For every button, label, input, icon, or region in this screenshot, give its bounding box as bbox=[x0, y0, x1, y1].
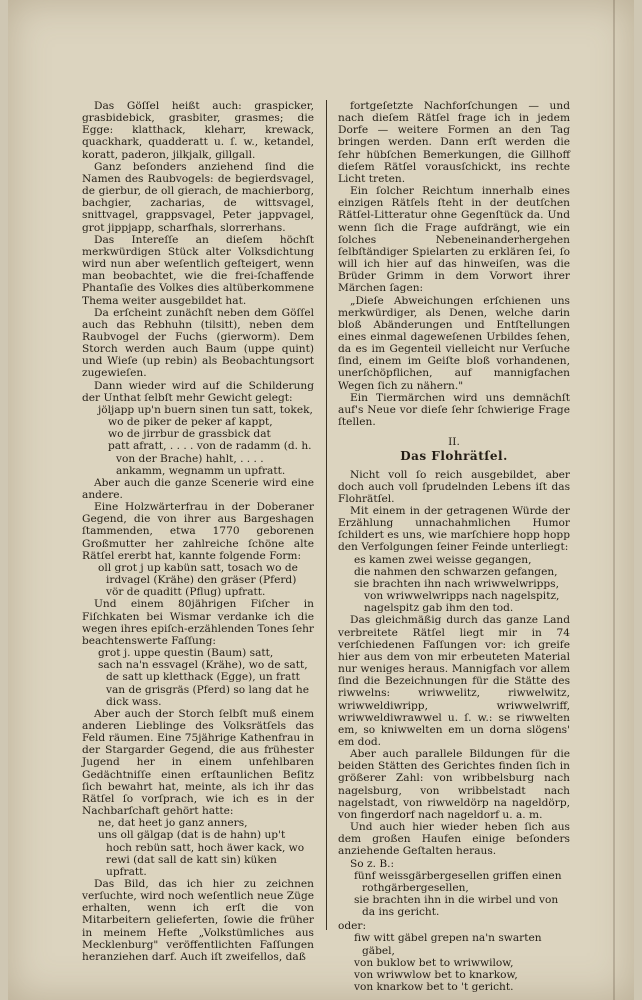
left-verse-continuation: wo de piker de peker af kappt, bbox=[108, 416, 273, 429]
right-section-title: Das Flohrätſel. bbox=[400, 449, 508, 464]
right-paragraph: Aber auch parallele Bildungen für die beiden Stätten des Gerichtes finden ſich in größerer Zahl: von wribbelsburg nach nagelsburg, von wribbelstadt nach nagelstadt, von riwweldörp na nageldörp, von fingerdorf nach nageldorf u. a. m. bbox=[338, 748, 570, 821]
right-paragraph: Das gleichmäßig durch das ganze Land verbreitete Rätſel liegt mir in 74 verſchiedenen Faſſungen vor: ich greife hier aus dem von mir erbeuteten Material nur weniges heraus. Mannigfach vor allem ſind die Bezeichnungen für die Stätte des riwwelns: wriwwelitz, riwwelwitz, wriwweldiwripp, wriwwelwriff, wriwweldiwrawwel u. ſ. w.: se riwwelten em, so kniwwelten em un dorna slögens' em dod. bbox=[338, 614, 570, 748]
right-verse-line: sie brachten ihn nach wriwwelwripps, bbox=[354, 577, 559, 590]
left-paragraph: Eine Holzwärterfrau in der Doberaner Gegend, die von ihrer aus Bargeshagen ſtammenden, etwa 1770 geborenen Großmutter her zahlreiche ſchöne alte Rätſel ererbt hat, kannte folgende Form: bbox=[82, 501, 314, 562]
right-paragraph: Ein ſolcher Reichtum innerhalb eines einzigen Rätſels ſteht in der deutſchen Rätſel-Litteratur ohne Gegenſtück da. Und wenn ſich die Frage aufdrängt, wie ein ſolches Nebeneinanderhergehen ſelbſtändiger Spielarten zu erklären ſei, ſo will ich hier auf das hinweiſen, was die Brüder Grimm in dem Vorwort ihrer Märchen ſagen: bbox=[338, 185, 570, 295]
left-verse-line: sach na'n essvagel (Krähe), wo de satt, de satt up kletthack (Egge), un fratt van de grisgräs (Pferd) so lang dat he dick wass. bbox=[98, 659, 310, 708]
left-paragraph: Aber auch die ganze Scenerie wird eine andere. bbox=[82, 476, 314, 501]
left-verse-line: uns oll gälgap (dat is de hahn) up't hoch rebün satt, hoch äwer kack, wo rewi (dat sall de katt sin) küken upfratt. bbox=[98, 829, 305, 878]
right-verse-label: oder: bbox=[338, 920, 367, 933]
left-paragraph: Das Intereſſe an dieſem höchſt merkwürdigen Stück alter Volksdichtung wird nun aber weſentlich geſteigert, wenn man beobachtet, wie die frei-ſchaffende Phantaſie des Volkes dies altüberkommene Thema weiter ausgebildet hat. bbox=[82, 233, 314, 307]
left-verse-continuation: wo de jirrbur de grassbick dat bbox=[108, 428, 271, 441]
left-text-column bbox=[82, 100, 314, 963]
page-fold-line bbox=[613, 0, 615, 1000]
right-verse-line: von wriwwlow bet to knarkow, bbox=[354, 968, 518, 981]
right-paragraph: Nicht voll ſo reich ausgebildet, aber doch auch voll ſprudelnden Lebens iſt das Flohrätſel. bbox=[338, 468, 570, 505]
left-paragraph: Ganz beſonders anziehend ſind die Namen des Raubvogels: de begierdsvagel, de gierbur, de oll gierach, de machierborg, bachgier, zacharias, de wittsvagel, snittvagel, grappsvagel, Peter jappvagel, grot jippjapp, scharfhals, slorrerhans. bbox=[82, 160, 314, 234]
right-verse-line: fünf weissgärbergesellen griffen einen rothgärbergesellen, bbox=[354, 869, 562, 894]
right-verse-line: von buklow bet to wriwwilow, bbox=[354, 956, 514, 969]
right-verse-line: die nahmen den schwarzen gefangen, bbox=[354, 565, 558, 578]
right-verse-line: fiw witt gäbel grepen na'n swarten gäbel, bbox=[354, 932, 542, 957]
left-paragraph: Und einem 80jährigen Fiſcher in Fiſchkaten bei Wismar verdanke ich die wegen ihres epiſch-erzählenden Tones ſehr beachtenswerte Faſſung: bbox=[82, 598, 314, 647]
right-verse-line: es kamen zwei weisse gegangen, bbox=[354, 553, 532, 566]
left-paragraph: Das Bild, das ich hier zu zeichnen verſuchte, wird noch weſentlich neue Züge erhalten, wenn ich erſt die von Mitarbeitern gelieferten, ſowie die früher in meinem Hefte „Volkstümliches aus Mecklenburg" veröffentlichten Faſſungen heranziehen darf. Auch iſt zweifellos, daß bbox=[82, 878, 314, 963]
right-text-column bbox=[338, 100, 570, 993]
left-verse-line: ne, dat heet jo ganz anners, bbox=[98, 817, 248, 830]
right-verse-continuation: nagelspitz gab ihm den tod. bbox=[364, 602, 514, 615]
right-paragraph: fortgeſetzte Nachforſchungen — und nach dieſem Rätſel frage ich in jedem Dorfe — weitere Formen an den Tag bringen werden. Dann erſt werden die ſehr hübſchen Bemerkungen, die Gillhoff dieſem Rätſel vorausſchickt, ins rechte Licht treten. bbox=[338, 100, 570, 185]
left-paragraph: Da erſcheint zunächſt neben dem Göſſel auch das Rebhuhn (tilsitt), neben dem Raubvogel der Fuchs (gierworm). Dem Storch werden auch Baum (uppe quint) und Wieſe (up rebin) als Beobachtungsort zugewieſen. bbox=[82, 306, 314, 380]
left-paragraph: Das Göſſel heißt auch: graspicker, grasbidebick, grasbiter, grasmes; die Egge: klatthack, kleharr, krewack, quackhark, quadderatt u. ſ. w., ketandel, koratt, paderon, jilkjalk, gillgall. bbox=[82, 100, 314, 161]
right-paragraph: „Dieſe Abweichungen erſchienen uns merkwürdiger, als Denen, welche darin bloß Abänderungen und Entſtellungen eines einmal dageweſenen Urbildes ſehen, da es im Gegenteil vielleicht nur Verſuche ſind, einem im Geiſte bloß vorhandenen, unerſchöpflichen, auf mannigfachen Wegen ſich zu nähern." bbox=[338, 294, 570, 392]
right-verse-line: von knarkow bet to 't gericht. bbox=[354, 981, 514, 994]
right-paragraph: Ein Tiermärchen wird uns demnächſt auf's Neue vor dieſe ſehr ſchwierige Frage ſtellen. bbox=[338, 391, 570, 429]
right-section-number: II. bbox=[448, 436, 460, 449]
left-verse-line: jöljapp up'n buern sinen tun satt, tokek, bbox=[98, 403, 313, 416]
left-verse-line: oll grot j up kabün satt, tosach wo de irdvagel (Krähe) den gräser (Pferd) vör de quaditt (Pflug) upfratt. bbox=[98, 561, 298, 599]
left-verse-continuation: patt afratt, . . . . von de radamm (d. h. von der Brache) hahlt, . . . . ankamm, wegnamm un upfratt. bbox=[108, 440, 312, 477]
right-paragraph: Mit einem in der getragenen Würde der Erzählung unnachahmlichen Humor ſchildert es uns, wie marſchiere hopp hopp den Verfolgungen ſeiner Feinde unterliegt: bbox=[338, 505, 570, 554]
left-paragraph: Dann wieder wird auf die Schilderung der Unthat ſelbſt mehr Gewicht gelegt: bbox=[82, 379, 314, 404]
right-paragraph: Und auch hier wieder heben ſich aus dem großen Haufen einige beſonders anziehende Geſtalten heraus. bbox=[338, 821, 570, 858]
left-verse-line: grot j. uppe questin (Baum) satt, bbox=[98, 647, 274, 660]
right-verse-continuation: von wriwwelwripps nach nagelspitz, bbox=[364, 590, 560, 603]
right-paragraph: So z. B.: bbox=[350, 857, 395, 870]
left-paragraph: Aber auch der Storch ſelbſt muß einem anderen Lieblinge des Volksrätſels das Feld räumen. Eine 75jährige Kathenfrau in der Stargarder Gegend, die aus frühester Jugend her in einem unfehlbaren Gedächtniſſe einen erſtaunlichen Beſitz ſich bewahrt hat, meinte, als ich ihr das Rätſel ſo vorſprach, wie ich es in der Nachbarſchaft gehört hatte: bbox=[82, 707, 314, 818]
column-divider bbox=[326, 100, 327, 930]
right-verse-line: sie brachten ihn in die wirbel und von da ins gericht. bbox=[354, 894, 559, 919]
